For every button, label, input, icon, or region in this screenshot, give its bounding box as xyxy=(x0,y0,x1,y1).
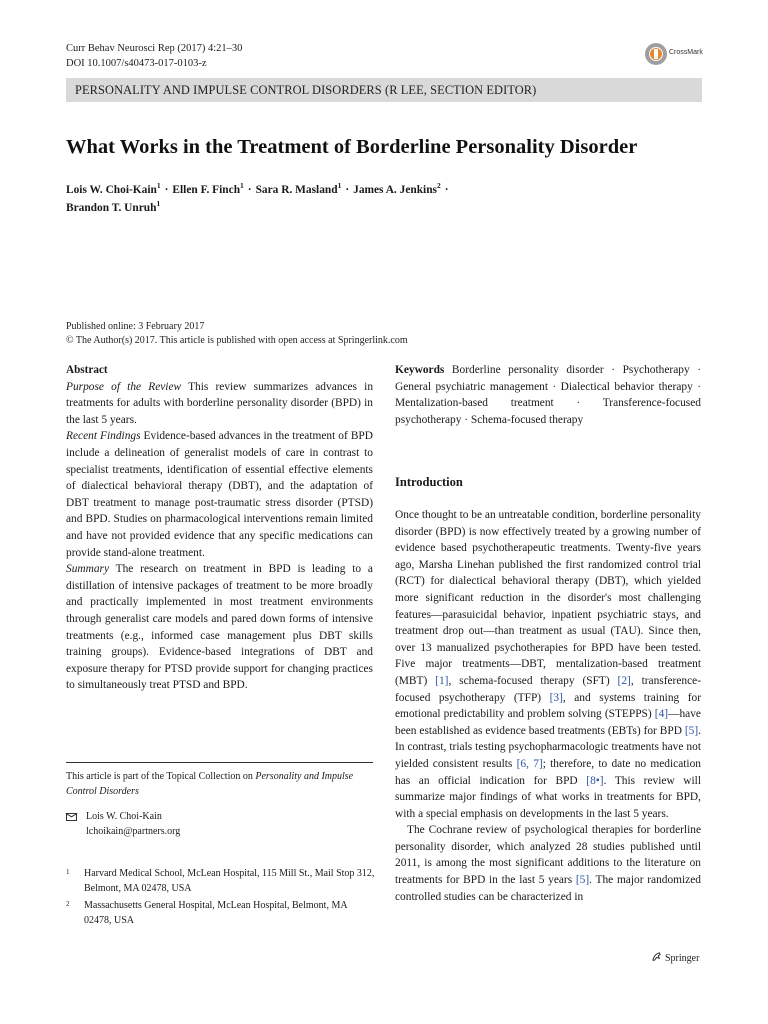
author-name[interactable]: Brandon T. Unruh xyxy=(66,202,157,214)
topical-collection-note: This article is part of the Topical Collection on Personality and Impulse Control Disorders xyxy=(66,771,354,797)
copyright-line: © The Author(s) 2017. This article is published with open access at Springerlink.com xyxy=(66,335,408,346)
keywords-label: Keywords xyxy=(395,364,445,376)
keywords-block xyxy=(395,362,701,428)
introduction-body xyxy=(395,507,701,905)
crossmark-label: CrossMark xyxy=(669,49,703,56)
abstract-body xyxy=(66,379,373,694)
contact-email[interactable]: lchoikain@partners.org xyxy=(86,825,181,837)
footnote-divider xyxy=(66,762,373,763)
citation-link[interactable]: [8•] xyxy=(586,774,604,787)
author-list: Lois W. Choi-Kain$^1$ · Ellen F. Finch$^1$ · Sara R. Masland$^1$ · James A. Jenkins$^2$ · Brandon T. Unruh$^1$ xyxy=(66,181,449,214)
contact-name: Lois W. Choi-Kain xyxy=(86,811,162,822)
publication-info xyxy=(66,320,408,348)
section-banner: PERSONALITY AND IMPULSE CONTROL DISORDERS (R LEE, SECTION EDITOR) xyxy=(66,78,702,102)
introduction-paragraph: The Cochrane review of psychological therapies for borderline personality disorder, which analyzed 28 studies published until 2011, is among the most significant additions to the literature on treatments for BPD in the last 5 years [5]. The major randomized controlled studies can be characterized in xyxy=(395,824,701,903)
affiliation-text: Massachusetts General Hospital, McLean Hospital, Belmont, MA 02478, USA xyxy=(84,900,348,926)
author-affiliation-marker: 1 xyxy=(156,181,161,191)
author-affiliation-marker: 2 xyxy=(437,181,441,191)
affiliation-text: Harvard Medical School, McLean Hospital, 115 Mill St., Mail Stop 312, Belmont, MA 02478, USA xyxy=(84,868,375,894)
author-affiliation-marker: 1 xyxy=(337,181,342,191)
abstract-summary-label: Summary xyxy=(66,563,110,576)
citation-link[interactable]: [1] xyxy=(435,674,449,687)
publisher-logo xyxy=(651,951,699,964)
collection-topic[interactable]: Personality and Impulse Control Disorders xyxy=(66,771,354,797)
citation-link[interactable]: [6, 7] xyxy=(516,757,543,770)
journal-header xyxy=(66,41,242,71)
keywords-list: Borderline personality disorder · Psychotherapy · General psychiatric management · Dialectical behavior therapy · Mentalization-based treatment · Transference-focused psychotherapy · Schema-focused therapy xyxy=(395,364,701,426)
abstract-summary xyxy=(66,561,373,694)
author-affiliation-marker: 1 xyxy=(156,199,161,209)
citation-link[interactable]: [2] xyxy=(617,674,631,687)
introduction-heading: Introduction xyxy=(395,475,463,489)
abstract-heading: Abstract xyxy=(66,364,108,376)
abstract-purpose-label: Purpose of the Review xyxy=(66,380,182,393)
keywords-section xyxy=(395,362,701,428)
crossmark-icon xyxy=(645,43,667,65)
article-title: What Works in the Treatment of Borderline Personality Disorder xyxy=(66,136,638,158)
citation-link[interactable]: [5] xyxy=(575,874,590,887)
doi-line[interactable]: DOI 10.1007/s40473-017-0103-z xyxy=(66,58,207,69)
author-name[interactable]: Ellen F. Finch xyxy=(172,184,241,196)
citation-link[interactable]: [4] xyxy=(654,708,669,721)
author-name[interactable]: Sara R. Masland xyxy=(255,184,338,196)
abstract-findings-label: Recent Findings xyxy=(66,430,141,443)
publisher-name: Springer xyxy=(665,953,700,964)
citation-link[interactable]: [3] xyxy=(549,691,563,704)
abstract-purpose-text: This review summarizes advances in treatments for adults with borderline personality disorder (BPD) in the last 5 years. xyxy=(66,380,374,426)
abstract-findings-text: Evidence-based advances in the treatment of BPD include a delineation of generalist models of care in contrast to specialist treatments, identification of essential effective elements of dialectical behavioral therapy (DBT), and the adaptation of DBT treatment to manage post-traumatic stress disorder (PTSD) and BPD. Studies on pharmacological interventions remain limited and have not provided evidence that any specific medications can provide stand-alone treatment. xyxy=(66,430,373,559)
crossmark-badge[interactable] xyxy=(645,43,707,65)
abstract-findings xyxy=(66,428,373,561)
journal-citation: Curr Behav Neurosci Rep (2017) 4:21–30 xyxy=(66,43,243,54)
abstract-summary-text: The research on treatment in BPD is leading to a distillation of intensive packages of treatment to be more broadly and practically implemented in most treatment environments through generalist care models and pared down forms of intensive treatments (e.g., informed case management plus DBT skills training groups). Evidence-based integrations of DBT and exposure therapy for PTSD provide support for changing practices to simultaneously treat PTSD and BPD. xyxy=(66,563,373,692)
author-name[interactable]: Lois W. Choi-Kain xyxy=(66,184,157,196)
author-name[interactable]: James A. Jenkins xyxy=(353,184,437,196)
affiliation-number: 2 xyxy=(66,900,70,908)
springer-horse-icon xyxy=(651,951,662,962)
abstract-section xyxy=(66,362,373,694)
published-date: Published online: 3 February 2017 xyxy=(66,321,205,332)
abstract-purpose xyxy=(66,379,373,429)
author-affiliation-marker: 1 xyxy=(240,181,244,191)
citation-link[interactable]: [5] xyxy=(684,724,699,737)
envelope-icon xyxy=(66,813,77,821)
affiliation-number: 1 xyxy=(66,868,70,876)
introduction-paragraph: Once thought to be an untreatable condition, borderline personality disorder (BPD) is now effectively treated by a growing number of evidence based psychotherapeutic treatments. Twenty-five years ago, Marsha Linehan published the first randomized control trial (RCT) for dialectical behavioral therapy (DBT), which yielded more significant reduction in the disorder's most challenging features—parasuicidal behavior, inpatient psychiatric stays, and treatment drop out—than treatment as usual (TAU). Since then, over 13 manualized psychotherapies for BPD have been tested. Five major treatments—DBT, mentalization-based treatment (MBT) [1], schema-focused therapy (SFT) [2], transference-focused psychotherapy (TFP) [3], and systems training for emotional predictability and problem solving (STEPPS) [4]—have been established as evidence based treatments (EBTs) for BPD [5]. In contrast, trials testing psychopharmacologic treatments have not yielded consistent results [6, 7]; therefore, to date no medication has an official indication for BPD [8•]. This review will summarize major findings of what works in treatments for BPD, with a special emphasis on developments in the last 5 years. xyxy=(395,509,702,820)
